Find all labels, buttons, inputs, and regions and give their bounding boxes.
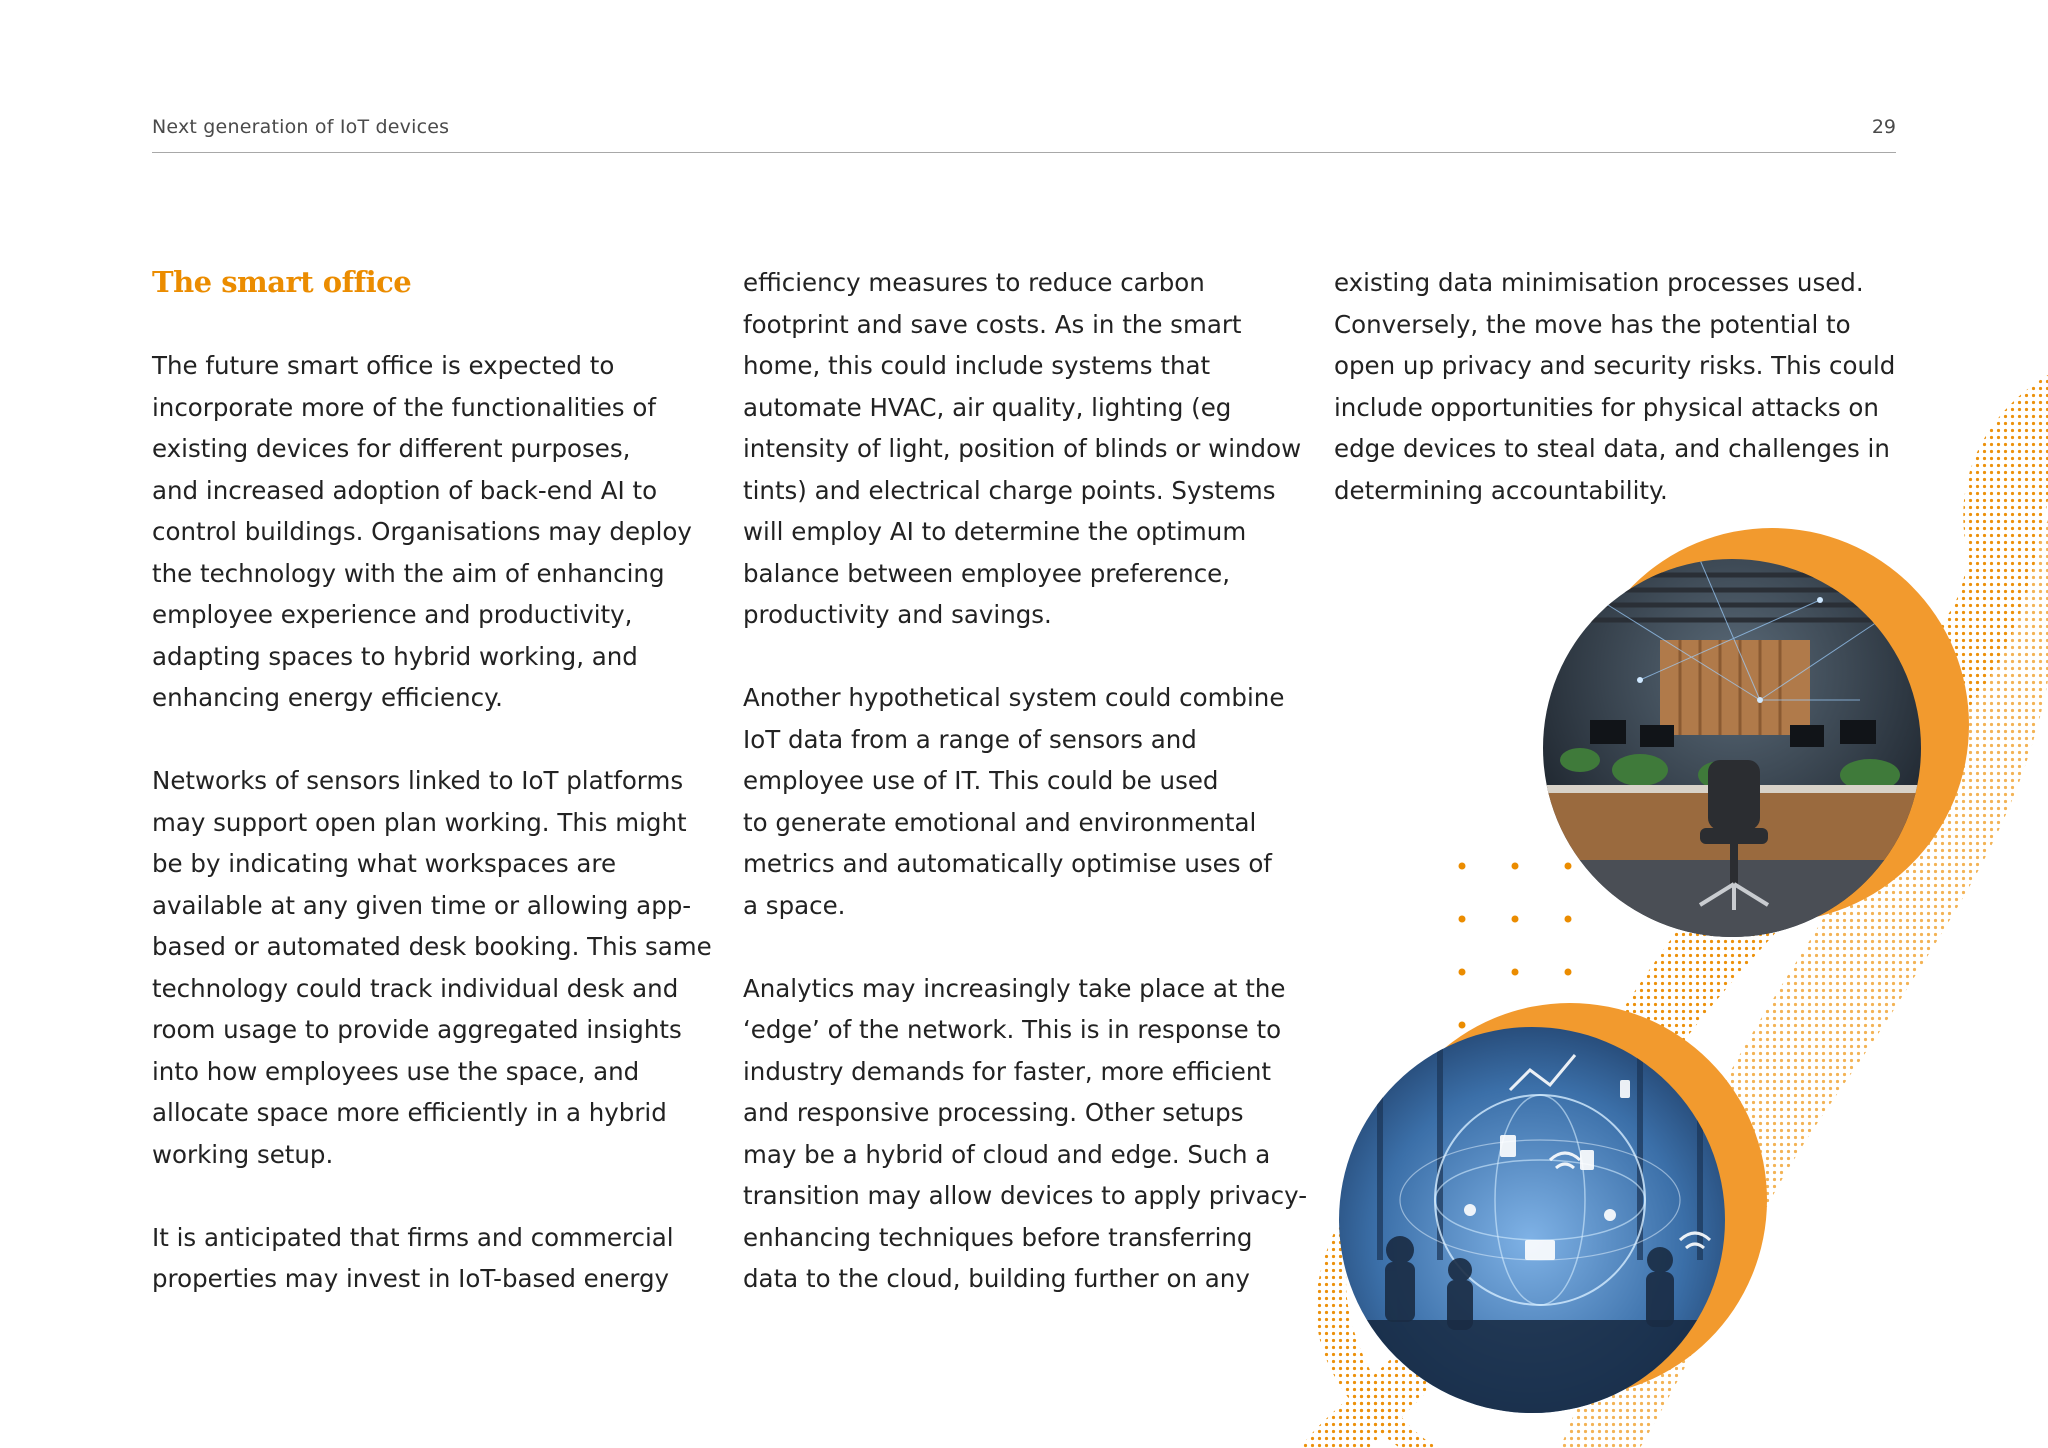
paragraph: The future smart office is expected to incorporate more of the functionalities of existing devices for different purposes, and increased adoption of back-end AI to control buildings. Organisations may deploy the technology with the aim of enhancing employee experience and productivity, adapting spaces to hybrid working, and enhancing energy efficiency. — [152, 351, 692, 712]
page-number: 29 — [1871, 116, 1896, 138]
paragraph: It is anticipated that firms and commercial properties may invest in IoT-based energy — [152, 1222, 674, 1293]
paragraph: Another hypothetical system could combine IoT data from a range of sensors and employee use of IT. This could be used to generate emotional and environmental metrics and automatically optimise uses of a space. — [743, 683, 1285, 920]
column-3 — [1334, 262, 1904, 553]
paragraph: Networks of sensors linked to IoT platforms may support open plan working. This might be by indicating what workspaces are available at any given time or allowing app- based or automated desk booking. This same technology could track individual desk and room usage to provide aggregated insights into how employees use the space, and allocate space more efficiently in a hybrid working setup. — [152, 766, 712, 1169]
paragraph: efficiency measures to reduce carbon footprint and save costs. As in the smart home, this could include systems that automate HVAC, air quality, lighting (eg intensity of light, position of blinds or window tints) and electrical charge points. Systems will employ AI to determine the optimum balance between employee preference, productivity and savings. — [743, 268, 1302, 629]
dot-grid — [1459, 863, 1572, 1029]
running-header — [152, 114, 1896, 153]
column-1 — [152, 262, 722, 1341]
paragraph: existing data minimisation processes used. Conversely, the move has the potential to open up privacy and security risks. This could include opportunities for physical attacks on edge devices to steal data, and challenges in determining accountability. — [1334, 268, 1896, 505]
running-title: Next generation of IoT devices — [152, 116, 450, 138]
section-title: The smart office — [152, 265, 412, 299]
paragraph: Analytics may increasingly take place at the ‘edge’ of the network. This is in response to industry demands for faster, more efficient and responsive processing. Other setups may be a hybrid of cloud and edge. Such a transition may allow devices to apply privacy- enhancing techniques before transferring data to the cloud, building further on any — [743, 973, 1308, 1293]
column-2 — [743, 262, 1313, 1341]
